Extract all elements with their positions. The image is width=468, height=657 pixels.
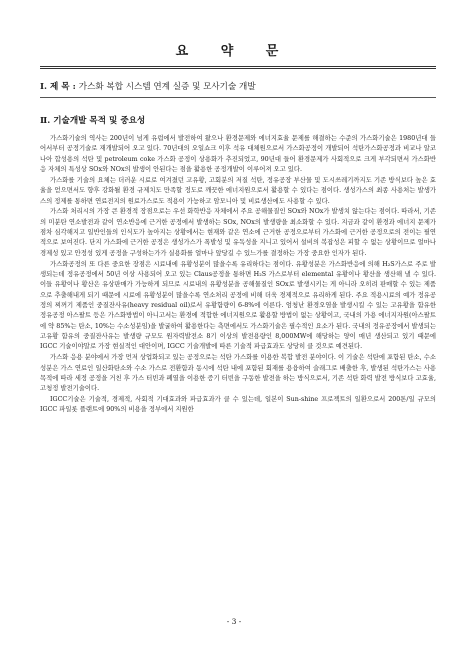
paragraph: IGCC기술은 기술적, 경제적, 사회적 기대효과와 파급효과가 클 수 있는데, 일본이 Sun-shine 프로젝트의 일환으로서 200톤/일 규모의 IGCC 파일롯 플랜트에 90%의 비용을 정부에서 지원한 bbox=[40, 396, 436, 414]
title-divider bbox=[40, 66, 436, 69]
paragraph: 가스화를 기술의 요체는 더러운 시료로 여겨졌던 고유황, 고회분의 저질 석탄, 정유공장 부산물 및 도시쓰레기까지도 기존 방식보다 높은 효율을 얻으면서도 향후 강화될 환경 규제치도 만족할 정도로 깨끗한 에너지원으로서 활용할 수 있다는 점이다. 생성가스의 최종 사용처는 발생가스의 정제를 통하면 연료전지의 원료가스로도 적용이 가능하고 암모니아 및 비료생산에도 사용할 수 있다. bbox=[40, 176, 436, 205]
paragraph: 가스화기술의 역사는 200년이 넘게 유럽에서 발전하여 왔으나 환경문제와 에너지효율 문제를 해결하는 수준의 가스화기술은 1980년대 들어서부터 공정기술로 재개발되어 오고 있다. 70년대의 오일쇼크 이후 석유 대체원으로서 가스화공정이 개발되어 석탄가스화공정과 비교나 알코나아 합성용의 석탄 및 petroleum coke 가스화 공정이 상용화가 추진되었고, 90년대 들어 환경문제가 사회적으로 크게 부각되면서 가스화반응 자체의 특성상 SOx와 NOx의 발생이 안된다는 점을 활용한 공정개발이 이루어져 오고 있다. bbox=[40, 135, 436, 174]
section-1-label: Ⅰ. 제 목 : bbox=[40, 82, 79, 92]
summary-title: 요 약 문 bbox=[175, 44, 293, 59]
section-1-heading bbox=[40, 80, 436, 92]
paragraph: 가스화 응용 분야에서 가장 먼저 상업화되고 있는 공정으로는 석탄 가스화를 이용한 복합 발전 분야이다. 이 기술은 석탄에 포함된 탄소, 수소 성분은 가스 연료인 일산화탄소와 수소 가스로 전환함과 동시에 석탄 내에 포함된 회재를 용융하여 슬래그로 배출한 후, 발생된 석탄가스는 사용 목적에 따라 세정 공정을 거친 후 가스 터빈과 폐열을 이용한 증기 터빈을 구동한 발전을 하는 방식으로서, 기존 석탄 화력 발전 방식보다 고효율, 고청정 발전기술이다. bbox=[40, 354, 436, 393]
section-1-divider bbox=[40, 97, 436, 98]
paragraph: 가스화공정의 또 다른 중요한 장점은 시료내에 유황성분이 많을수록 유리하다는 점이다. 유황성분은 가스화반응에 의해 H₂S가스로 주로 발생되는데 정유공정에서 50년 이상 사용되어 오고 있는 Claus공정을 통하면 H₂S 가스로부터 elemental 유황이나 황산을 생산해 낼 수 있다. 이들 유황이나 황산은 유상판매가 가능하게 되므로 시료내의 유황성분을 공해물질인 SOx로 발생시키는 게 아니라 오히려 판매할 수 있는 제품으로 추출해내게 되기 때문에 시료에 유황성분이 많을수록 연소처리 공정에 비해 더욱 경제적으로 유리하게 된다. 주요 적용시료의 예가 정유공정의 찌꺼기 제품인 중질잔사유(heavy residual oil)로서 유황함량이 6-8%에 이른다. 엄청난 환경오염을 발생시킬 수 있는 고유황을 함유한 정유공정 아스팔트 등은 가스화방법이 아니고서는 환경에 적합한 에너지원으로 활용할 방법이 없는 상황이고, 국내의 가용 에너지자원(아스팔트에 약 85%는 탄소, 10%는 수소성분임)을 발굴하여 활용한다는 측면에서도 가스화기술은 필수적인 요소가 된다. 국내의 정유공장에서 발생되는 고유황 함유의 중질잔사유는 발생량 규모도 원자력발전소 8기 이상의 발전용량인 8,000MW에 해당하는 양이 매년 생산되고 있기 때문에 IGCC 기술이야말로 가장 현실적인 대안이며, IGCC 기술개발에 따른 기술적 파급효과도 상당히 클 것으로 예견된다. bbox=[40, 260, 436, 351]
section-2-heading: Ⅱ. 기술개발 목적 및 중요성 bbox=[40, 116, 146, 126]
paragraph: 가스화 처리시의 가장 큰 환경적 장점으로는 우선 화학반응 자체에서 주요 공해물질인 SOx와 NOx가 발생치 않는다는 점이다. 따라서, 기존의 미분탄 연소발전과 같이 연소반응에 근거한 공정에서 발생하는 SOx, NOx의 발생량을 최소화할 수 있다. 지금과 같이 환경과 에너지 문제가 점차 심각해지고 일반인들의 인식도가 높아지는 상황에서는 현재와 같은 연소에 근거한 공정으로부터 가스화에 근거한 공정으로의 전이는 필연적으로 보여진다. 단지 가스화에 근거한 공정은 생성가스가 폭발성 및 유독성을 지니고 있어서 설비의 복잡성은 피할 수 없는 상황이므로 얼마나 경제성 있고 안정성 있게 공정을 구성하는가가 실용화를 얼마나 앞당길 수 있느가를 결정하는 가장 중요한 인자가 된다. bbox=[40, 208, 436, 257]
body-text bbox=[40, 134, 436, 416]
page-number: - 3 - bbox=[226, 617, 242, 626]
section-1-text: 가스화 복합 시스템 연계 실증 및 모사기술 개발 bbox=[78, 82, 256, 92]
